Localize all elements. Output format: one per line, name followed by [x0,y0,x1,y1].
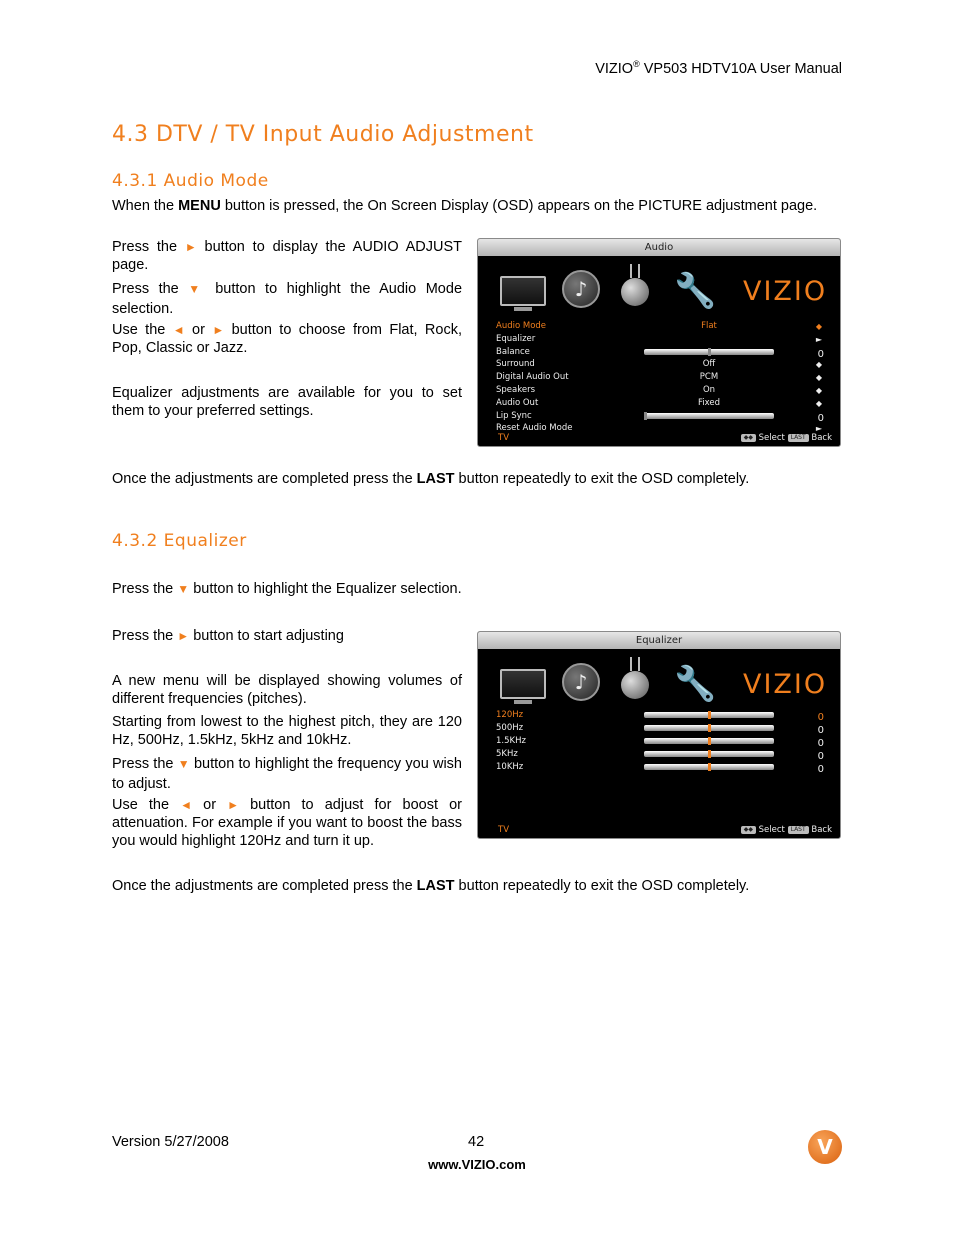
dpad-icon: ◆◆ [741,826,756,834]
vizio-logo: VIZIO [743,276,828,307]
tv-icon [500,669,546,699]
osd-row-label: Digital Audio Out [496,372,569,383]
osd-menu-row [478,346,840,359]
osd-menu-row [478,384,840,397]
eq-step-2: Press the ► button to start adjusting [112,628,344,644]
slider-knob [708,763,711,771]
osd-row-label: 1.5KHz [496,736,526,746]
submenu-arrow-icon: ► [815,424,822,434]
osd-menu-row [478,722,840,735]
osd-title: Audio [478,239,840,256]
osd-hint: ◆◆ Select LAST Back [741,430,832,446]
osd-menu-row [478,397,840,410]
osd-source: TV [498,825,510,835]
osd-menu-row [478,320,840,333]
osd-row-label: 500Hz [496,723,524,733]
osd-row-number: 0 [817,712,824,723]
toggle-arrows-icon: ◆ [815,322,822,331]
down-arrow-icon: ▼ [177,757,190,771]
audio-step-1: Press the ► button to display the AUDIO ADJUST page. [112,239,462,273]
osd-row-label: Surround [496,359,535,370]
eq-step-5: Press the ▼ button to highlight the frequency you wish to adjust. [112,756,462,792]
osd-row-value: Flat [701,321,717,331]
slider-knob [708,348,711,356]
audio-intro: When the MENU button is pressed, the On Screen Display (OSD) appears on the PICTURE adjustment page. [112,198,818,214]
eq-closing: Once the adjustments are completed press the LAST button repeatedly to exit the OSD completely. [112,878,750,894]
right-arrow-icon: ► [227,798,240,812]
osd-menu-row [478,371,840,384]
osd-title: Equalizer [478,632,840,649]
left-arrow-icon: ◄ [180,798,193,812]
toggle-arrows-icon: ◆ [815,386,822,395]
toggle-arrows-icon: ◆ [815,360,822,370]
osd-audio-screenshot [477,238,841,447]
vizio-v-logo-icon: V [808,1130,842,1164]
osd-row-label: Equalizer [496,333,536,344]
osd-row-value: On [702,385,716,395]
audio-step-4: Equalizer adjustments are available for you to set them to your preferred settings. [112,385,462,419]
antenna-globe-icon [620,657,650,701]
eq-step-6: Use the ◄ or ► button to adjust for boost or attenuation. For example if you want to boost the bass you would highlight 120Hz and turn it up. [112,797,462,849]
right-arrow-icon: ► [212,323,225,337]
osd-row-number: 0 [817,738,824,749]
right-arrow-icon: ► [184,240,197,254]
slider-knob [708,737,711,745]
audio-step-2: Press the ▼ button to highlight the Audio Mode selection. [112,281,463,317]
left-arrow-icon: ◄ [172,323,185,337]
subsection-title-audio-mode: 4.3.1 Audio Mode [112,171,269,191]
header-manual: VP503 HDTV10A User Manual [639,61,842,77]
down-arrow-icon: ▼ [188,282,206,296]
osd-row-label: Balance [496,346,530,357]
wrench-icon: 🔧 [674,271,717,311]
osd-footer [478,822,840,838]
osd-row-slider [644,764,774,770]
slider-knob [708,724,711,732]
osd-row-number: 0 [817,751,824,762]
osd-menu-row [478,748,840,761]
down-arrow-icon: ▼ [177,582,190,596]
osd-row-slider [644,751,774,757]
page-number: 42 [468,1134,485,1150]
toggle-arrows-icon: ◆ [815,373,822,383]
osd-menu-row [478,735,840,748]
osd-menu-row [478,333,840,346]
submenu-arrow-icon: ► [815,334,822,344]
osd-row-label: 10KHz [496,762,524,772]
osd-row-slider [644,725,774,731]
osd-row-label: Audio Mode [496,321,547,331]
eq-step-3: A new menu will be displayed showing volumes of different frequencies (pitches). [112,673,462,707]
osd-row-label: 120Hz [496,710,524,720]
eq-step-4: Starting from lowest to the highest pitch, they are 120 Hz, 500Hz, 1.5kHz, 5kHz and 10kHz. [112,714,462,748]
slider-knob [708,750,711,758]
dpad-icon: ◆◆ [741,434,756,442]
osd-icon-bar [478,649,840,713]
music-note-icon: ♪ [562,270,600,308]
right-arrow-icon: ► [177,629,190,643]
osd-equalizer-screenshot [477,631,841,839]
slider-knob [708,711,711,719]
header-brand: VIZIO [595,61,634,77]
vizio-logo: VIZIO [743,669,828,700]
osd-hint: ◆◆ Select LAST Back [741,822,832,838]
osd-row-slider [644,413,774,419]
osd-row-number: 0 [817,764,824,775]
osd-menu-row [478,410,840,423]
osd-row-value: PCM [699,372,719,383]
audio-closing: Once the adjustments are completed press the LAST button repeatedly to exit the OSD completely. [112,471,750,487]
osd-menu-row [478,358,840,371]
last-key-icon: LAST [788,434,809,442]
slider-knob [644,412,647,420]
osd-row-slider [644,349,774,355]
osd-icon-bar [478,256,840,320]
audio-step-3: Use the ◄ or ► button to choose from Flat, Rock, Pop, Classic or Jazz. [112,322,462,356]
osd-row-slider [644,738,774,744]
osd-footer [478,430,840,446]
osd-row-value: Fixed [697,397,721,408]
osd-row-label: Lip Sync [496,410,532,421]
osd-row-value: Off [702,359,716,370]
running-header [595,60,842,78]
footer-version: Version 5/27/2008 [112,1134,229,1150]
eq-step-1: Press the ▼ button to highlight the Equalizer selection. [112,581,462,597]
antenna-globe-icon [620,264,650,308]
osd-menu-row [478,709,840,722]
osd-row-label: Speakers [496,385,536,395]
wrench-icon: 🔧 [674,664,717,704]
music-note-icon: ♪ [562,663,600,701]
subsection-title-equalizer: 4.3.2 Equalizer [112,531,247,551]
footer-url: www.VIZIO.com [428,1157,526,1172]
osd-row-number: 0 [817,412,824,424]
osd-row-number: 0 [817,348,824,360]
osd-row-slider [644,712,774,718]
registered-mark: ® [633,59,640,70]
osd-row-label: 5KHz [496,749,518,759]
last-key-icon: LAST [788,826,809,834]
section-title: 4.3 DTV / TV Input Audio Adjustment [112,122,534,147]
osd-row-label: Reset Audio Mode [496,423,573,434]
osd-row-label: Audio Out [496,397,539,408]
tv-icon [500,276,546,306]
toggle-arrows-icon: ◆ [815,398,822,408]
osd-menu-row [478,761,840,774]
osd-source: TV [498,433,510,443]
osd-row-number: 0 [817,725,824,736]
